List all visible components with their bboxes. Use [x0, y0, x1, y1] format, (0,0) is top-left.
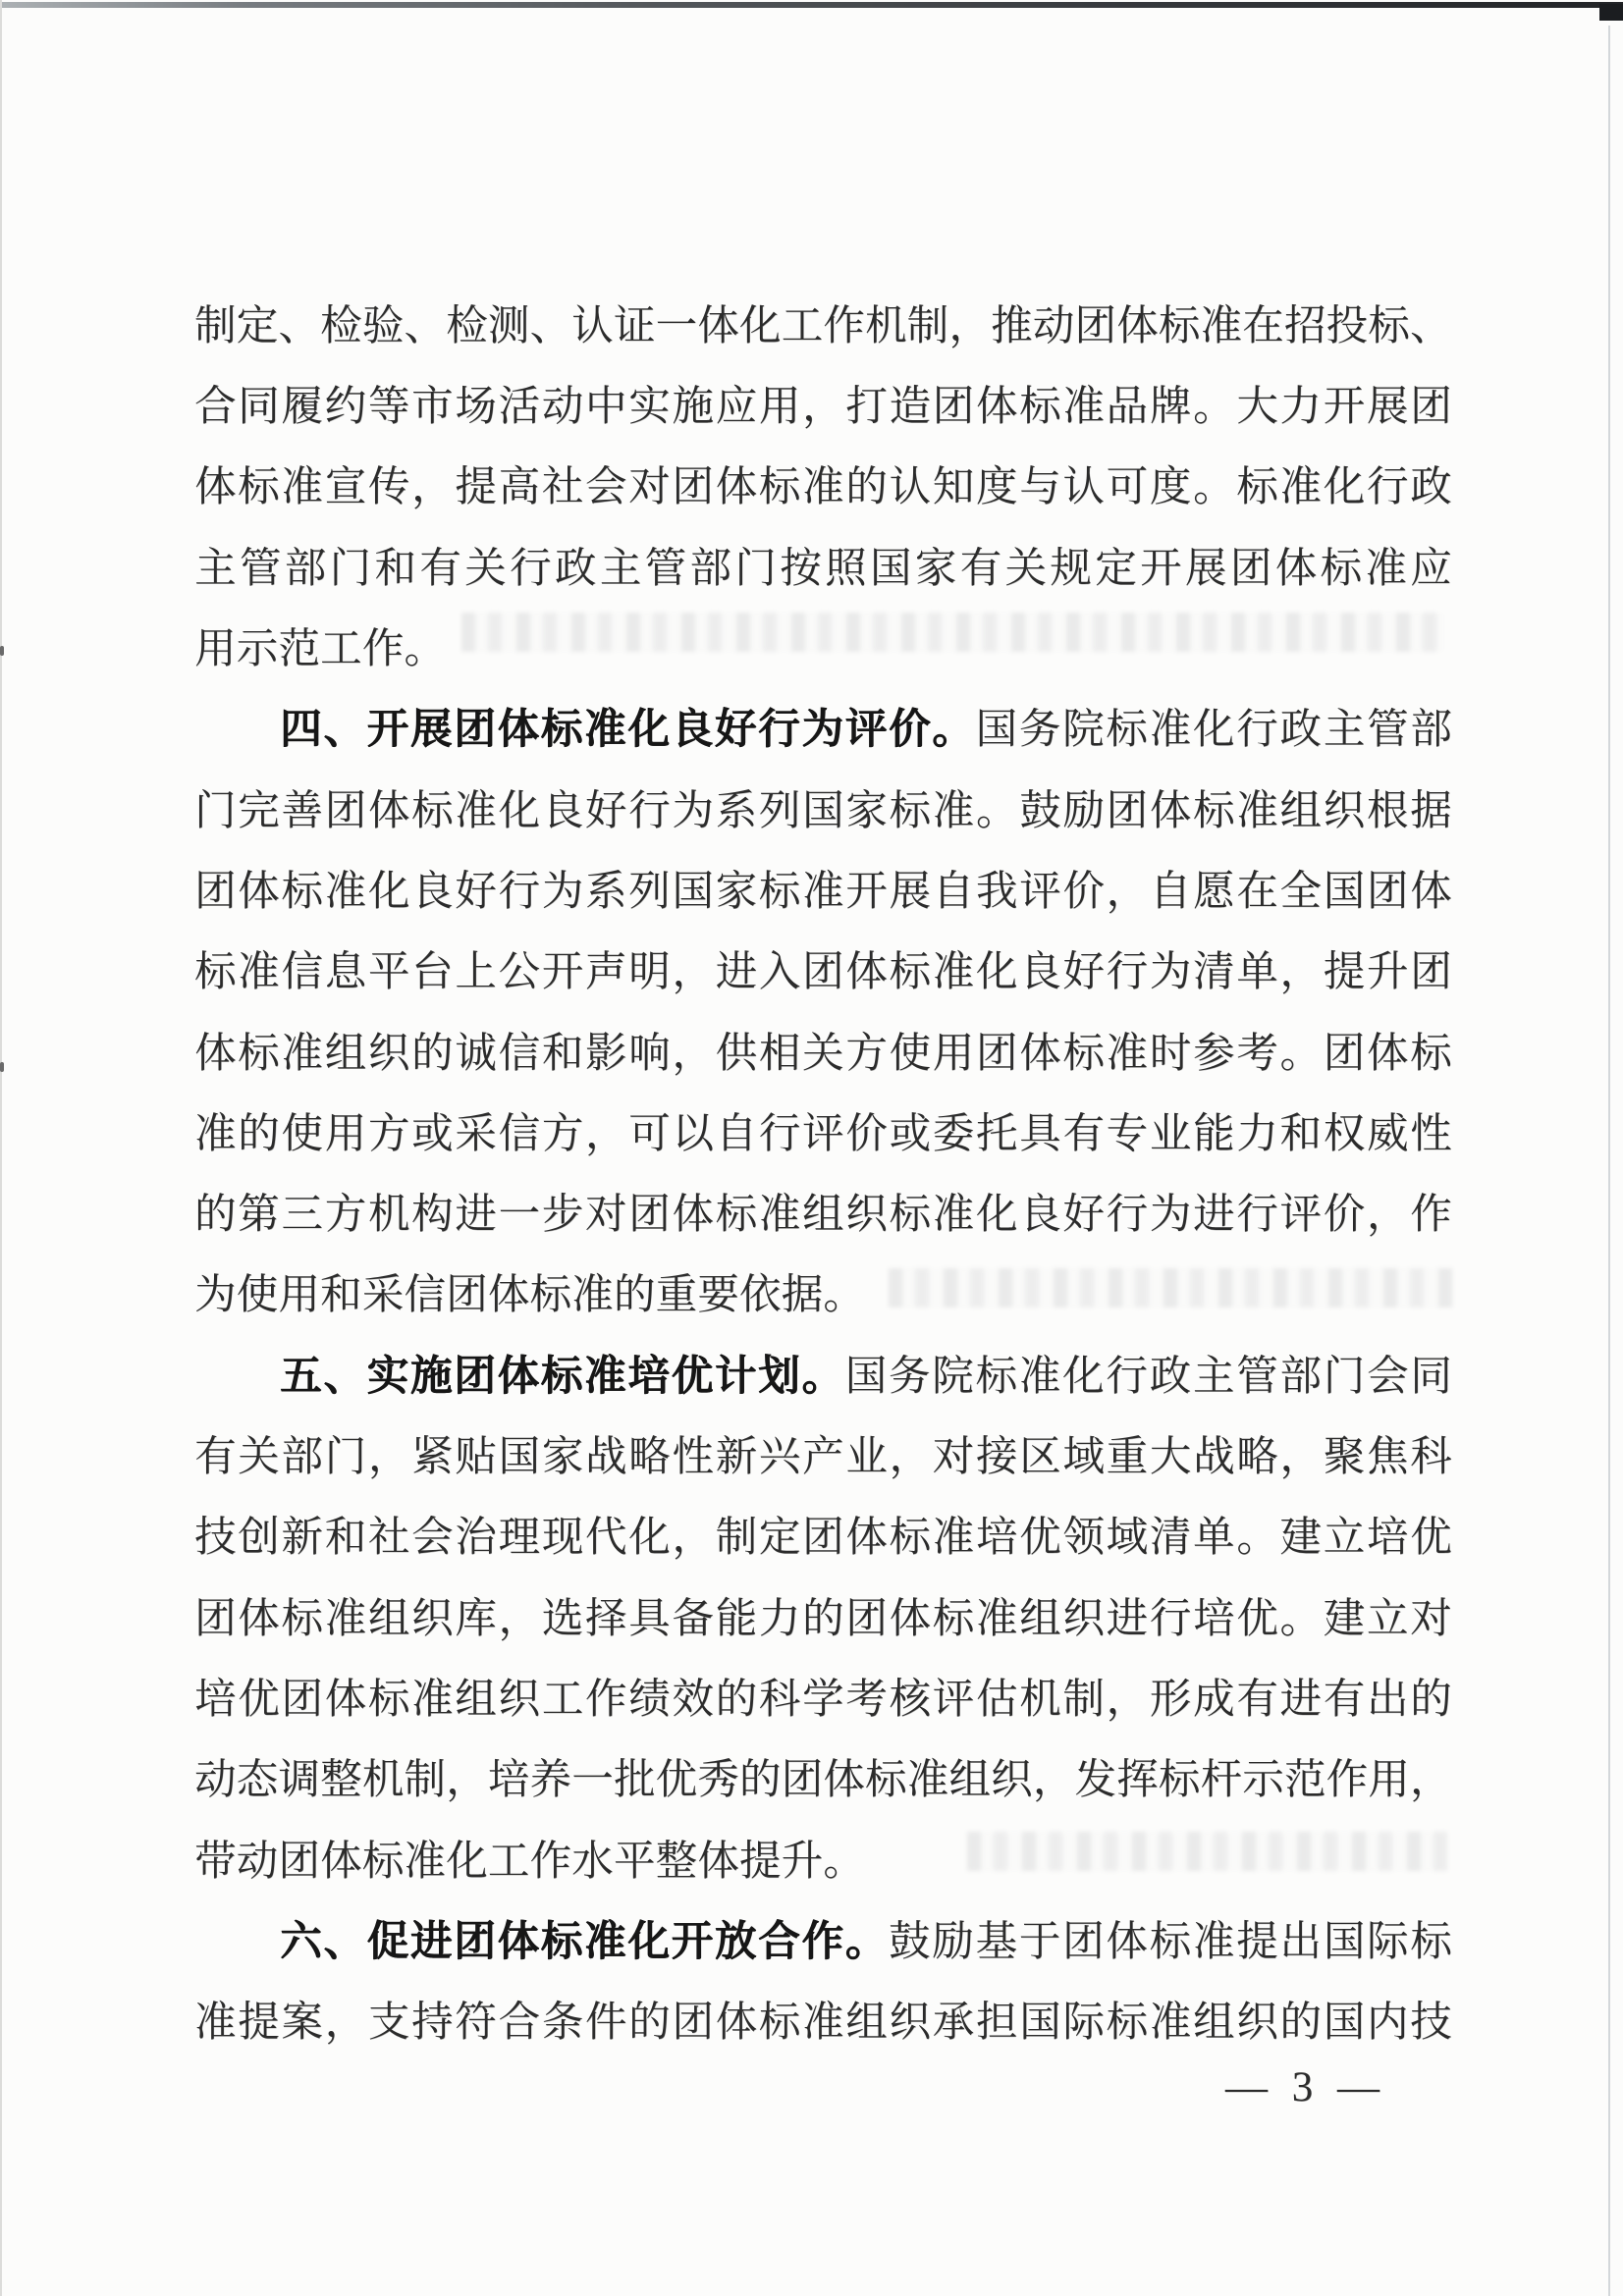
- text-line: 合 同 履 约 等 市 场 活 动 中 实 施 应 用 ， 打 造 团 体 标 准 品 牌 。 大 力 开 展 团: [194, 384, 1452, 431]
- text-line: 六 、 促 进 团 体 标 准 化 开 放 合 作 。 鼓 励 基 于 团 体 标 准 提 出 国 际 标: [280, 1918, 1452, 1965]
- text-line: 动 态 调 整 机 制 ， 培 养 一 批 优 秀 的 团 体 标 准 组 织 ， 发 挥 标 杆 示 范 作 用 ，: [194, 1757, 1452, 1804]
- text-line: 五 、 实 施 团 体 标 准 培 优 计 划 。 国 务 院 标 准 化 行 政 主 管 部 门 会 同: [280, 1353, 1452, 1400]
- scan-speck: [0, 1062, 4, 1072]
- text-line: 制 定 、 检 验 、 检 测 、 认 证 一 体 化 工 作 机 制 ， 推 动 团 体 标 准 在 招 投 标 、: [194, 302, 1452, 349]
- text-line: 四 、 开 展 团 体 标 准 化 良 好 行 为 评 价 。 国 务 院 标 准 化 行 政 主 管 部: [280, 707, 1452, 754]
- scan-edge-top: [0, 2, 1623, 8]
- text-line: 门 完 善 团 体 标 准 化 良 好 行 为 系 列 国 家 标 准 。 鼓 励 团 体 标 准 组 织 根 据: [194, 787, 1452, 834]
- text-line: 准 的 使 用 方 或 采 信 方 ， 可 以 自 行 评 价 或 委 托 具 有 专 业 能 力 和 权 威 性: [194, 1110, 1452, 1157]
- text-line: 有 关 部 门 ， 紧 贴 国 家 战 略 性 新 兴 产 业 ， 对 接 区 域 重 大 战 略 ， 聚 焦 科: [194, 1434, 1452, 1481]
- scan-edge-right: [1608, 26, 1610, 2296]
- page-number: — 3 —: [1225, 2064, 1386, 2110]
- text-line: 体 标 准 组 织 的 诚 信 和 影 响 ， 供 相 关 方 使 用 团 体 标 准 时 参 考 。 团 体 标: [194, 1030, 1452, 1077]
- text-line: 为 使 用 和 采 信 团 体 标 准 的 重 要 依 据 。: [194, 1272, 865, 1319]
- text-line: 标 准 信 息 平 台 上 公 开 声 明 ， 进 入 团 体 标 准 化 良 好 行 为 清 单 ， 提 升 团: [194, 949, 1452, 996]
- text-line: 主 管 部 门 和 有 关 行 政 主 管 部 门 按 照 国 家 有 关 规 定 开 展 团 体 标 准 应: [194, 545, 1452, 592]
- scan-corner-mark: [1599, 4, 1623, 21]
- document-body: [194, 287, 1452, 2064]
- text-line: 体 标 准 宣 传 ， 提 高 社 会 对 团 体 标 准 的 认 知 度 与 认 可 度 。 标 准 化 行 政: [194, 464, 1452, 511]
- text-line: 团 体 标 准 组 织 库 ， 选 择 具 备 能 力 的 团 体 标 准 组 织 进 行 培 优 。 建 立 对: [194, 1595, 1452, 1642]
- text-line: 技 创 新 和 社 会 治 理 现 代 化 ， 制 定 团 体 标 准 培 优 领 域 清 单 。 建 立 培 优: [194, 1515, 1452, 1562]
- text-line: 准 提 案 ， 支 持 符 合 条 件 的 团 体 标 准 组 织 承 担 国 际 标 准 组 织 的 国 内 技: [194, 2000, 1452, 2047]
- scan-speck: [0, 646, 4, 656]
- text-line: 团 体 标 准 化 良 好 行 为 系 列 国 家 标 准 开 展 自 我 评 价 ， 自 愿 在 全 国 团 体: [194, 868, 1452, 915]
- scan-edge-left: [0, 0, 2, 2296]
- text-line: 带 动 团 体 标 准 化 工 作 水 平 整 体 提 升 。: [194, 1838, 865, 1885]
- text-line: 用 示 范 工 作 。: [194, 626, 447, 673]
- text-line: 培 优 团 体 标 准 组 织 工 作 绩 效 的 科 学 考 核 评 估 机 制 ， 形 成 有 进 有 出 的: [194, 1676, 1452, 1723]
- text-line: 的 第 三 方 机 构 进 一 步 对 团 体 标 准 组 织 标 准 化 良 好 行 为 进 行 评 价 ， 作: [194, 1192, 1452, 1239]
